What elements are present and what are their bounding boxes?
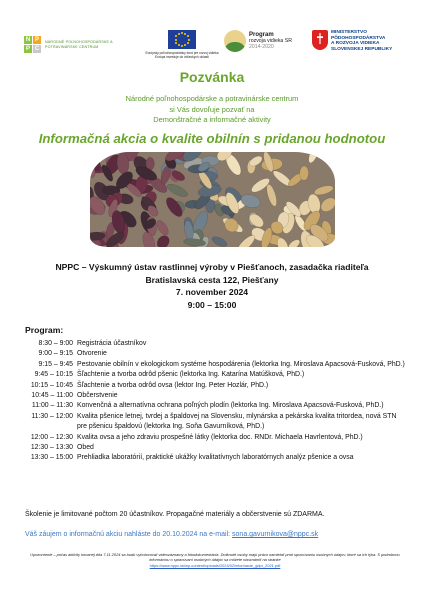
program-item	[25, 391, 405, 401]
program-item-desc: Konvenčná a alternatívna ochrana poľných plodín (lektorka Ing. Miroslava Apacsová-Fusková, PhD.)	[77, 402, 384, 410]
intro-text: Národné poľnohospodárske a potravinárske centrum si Vás dovoľuje pozvať na Demonštračné a informačné aktivity	[125, 94, 299, 124]
program-item	[25, 370, 405, 380]
contact-line	[25, 531, 318, 538]
eu-star-icon	[187, 35, 189, 37]
program-item-desc: Obed	[77, 444, 94, 452]
eu-logo	[142, 30, 222, 59]
grain-photo	[90, 152, 335, 247]
program-item	[25, 381, 405, 391]
program-item	[25, 412, 405, 433]
program-item-desc: Registrácia účastníkov	[77, 340, 147, 347]
program-item-desc: Šľachtenie a tvorba odrôd pšenic (lektorka Ing. Katarína Matúšková, PhD.)	[77, 371, 305, 379]
venue-location: NPPC – Výskumný ústav rastlinnej výroby v Piešťanoch, zasadačka riaditeľa	[55, 262, 369, 272]
program-title: Program:	[25, 325, 64, 335]
nppc-letter: C	[34, 46, 40, 52]
nppc-letter: P	[25, 46, 30, 52]
gdpr-notice-link[interactable]: https://www.nppc.sk/wp-content/uploads/2024/02/informacie_gdpr_2021.pdf	[149, 562, 281, 568]
eu-star-icon	[178, 44, 180, 46]
program-item	[25, 349, 405, 359]
event-time: 9:00 – 15:00	[187, 299, 237, 310]
program-item-desc: Otvorenie	[77, 350, 107, 358]
eu-logo-text: Európsky poľnohospodársky fond pre rozvoj vidieka Európa investuje do vidieckych oblastí	[145, 51, 219, 59]
program-item	[25, 339, 405, 349]
venue-block	[0, 261, 424, 311]
eu-star-icon	[184, 33, 186, 35]
gdpr-notice-text: Upozornenie – počas aktivity konanej dňa 7.11.2024 sa budú vyhotovovať videozáznamy a fotodokumentácia. Dotknuté osoby majú právo namietať proti spracúvaniu osobných údajov, ktoré sa ich týka. S podrobnou informáciou o spracúvaní osobných údajov sa môžete oboznámiť na stránke	[30, 552, 400, 563]
prv-logo	[224, 30, 292, 52]
program-item-time: 12:00 – 12:30	[30, 433, 73, 441]
capacity-note: Školenie je limitované počtom 20 účastníkov. Propagačné materiály a občerstvenie sú ZDARMA.	[25, 511, 325, 518]
prv-logo-icon	[224, 30, 246, 52]
nppc-letter: P	[34, 37, 39, 43]
eu-star-icon	[181, 32, 183, 34]
gdpr-notice	[25, 552, 405, 568]
nppc-logo-mark	[24, 36, 41, 53]
program-item-time: 10:45 – 11:00	[31, 392, 73, 400]
event-date: 7. november 2024	[175, 287, 249, 298]
contact-email-link[interactable]: sona.gavurnikova@nppc.sk	[232, 531, 319, 538]
program-item-desc: Prehliadka laboratórií, praktické ukážky kvalitatívnych laboratórnych analýz pšenice a ovsa	[77, 454, 354, 462]
program-item	[25, 401, 405, 411]
eu-star-icon	[175, 35, 177, 37]
grain-photo-illustration	[90, 152, 335, 247]
eu-star-icon	[181, 45, 183, 47]
slovak-coat-of-arms-icon	[312, 30, 328, 50]
program-item-time: 11:30 – 12:00	[31, 412, 73, 420]
venue-address: Bratislavská cesta 122, Piešťany	[145, 274, 279, 285]
page-title: Pozvánka	[179, 69, 245, 85]
eu-star-icon	[175, 42, 177, 44]
eu-star-icon	[188, 39, 190, 41]
program-item-time: 13:30 – 15:00	[30, 454, 73, 462]
program-item	[25, 453, 405, 463]
logo-bar	[24, 28, 404, 64]
program-item-time: 9:45 – 10:15	[34, 371, 73, 379]
program-item-time: 11:00 – 11:30	[31, 402, 73, 410]
nppc-logo-text: NÁRODNÉ POĽNOHOSPODÁRSKE A POTRAVINÁRSKE CENTRUM	[45, 39, 113, 49]
eu-star-icon	[178, 33, 180, 35]
contact-text: Váš záujem o informačnú akciu nahláste do 20.10.2024 na e-mail:	[25, 531, 231, 538]
program-item-time: 9:00 – 9:15	[38, 350, 73, 358]
eu-star-icon	[184, 44, 186, 46]
eu-flag-icon	[168, 30, 196, 49]
program-item-desc: Občerstvenie	[77, 392, 118, 400]
program-item	[25, 360, 405, 370]
prv-logo-text: Program rozvoja vidieka SR 2014-2020	[249, 32, 292, 50]
program-item-time: 9:15 – 9:45	[38, 360, 73, 368]
program-item-time: 12:30 – 13:30	[30, 444, 73, 452]
program-list	[25, 339, 405, 464]
program-item-desc: Pestovanie obilnín v ekologickom systéme hospodárenia (lektorka Ing. Miroslava Apacsová-Fusková, PhD.)	[77, 360, 405, 368]
program-item-desc: Kvalita pšenice letnej, tvrdej a špaldovej na Slovensku, mlynárska a pekárska kvalita tritordea, nová STN pre pšenicu špaldovú (lektorka Ing. Soňa Gavurníková, PhD.)	[77, 412, 397, 431]
program-item	[25, 443, 405, 453]
program-item-time: 10:15 – 10:45	[30, 381, 73, 389]
ministry-logo	[312, 30, 413, 52]
ministry-logo-text: MINISTERSTVO PÔDOHOSPODÁRSTVA A ROZVOJA VIDIEKA SLOVENSKEJ REPUBLIKY	[331, 30, 393, 52]
eu-star-icon	[187, 42, 189, 44]
eu-star-icon	[175, 39, 177, 41]
nppc-letter: N	[25, 37, 31, 43]
program-item-desc: Šľachtenie a tvorba odrôd ovsa (lektor Ing. Peter Hozlár, PhD.)	[77, 381, 269, 389]
event-headline: Informačná akcia o kvalite obilnín s pridanou hodnotou	[38, 131, 386, 146]
program-item-time: 8:30 – 9:00	[38, 340, 73, 347]
nppc-logo	[24, 36, 127, 53]
program-item-desc: Kvalita ovsa a jeho zdraviu prospešné látky (lektorka doc. RNDr. Michaela Havrlentová, PhD.)	[77, 433, 363, 441]
program-item	[25, 433, 405, 443]
